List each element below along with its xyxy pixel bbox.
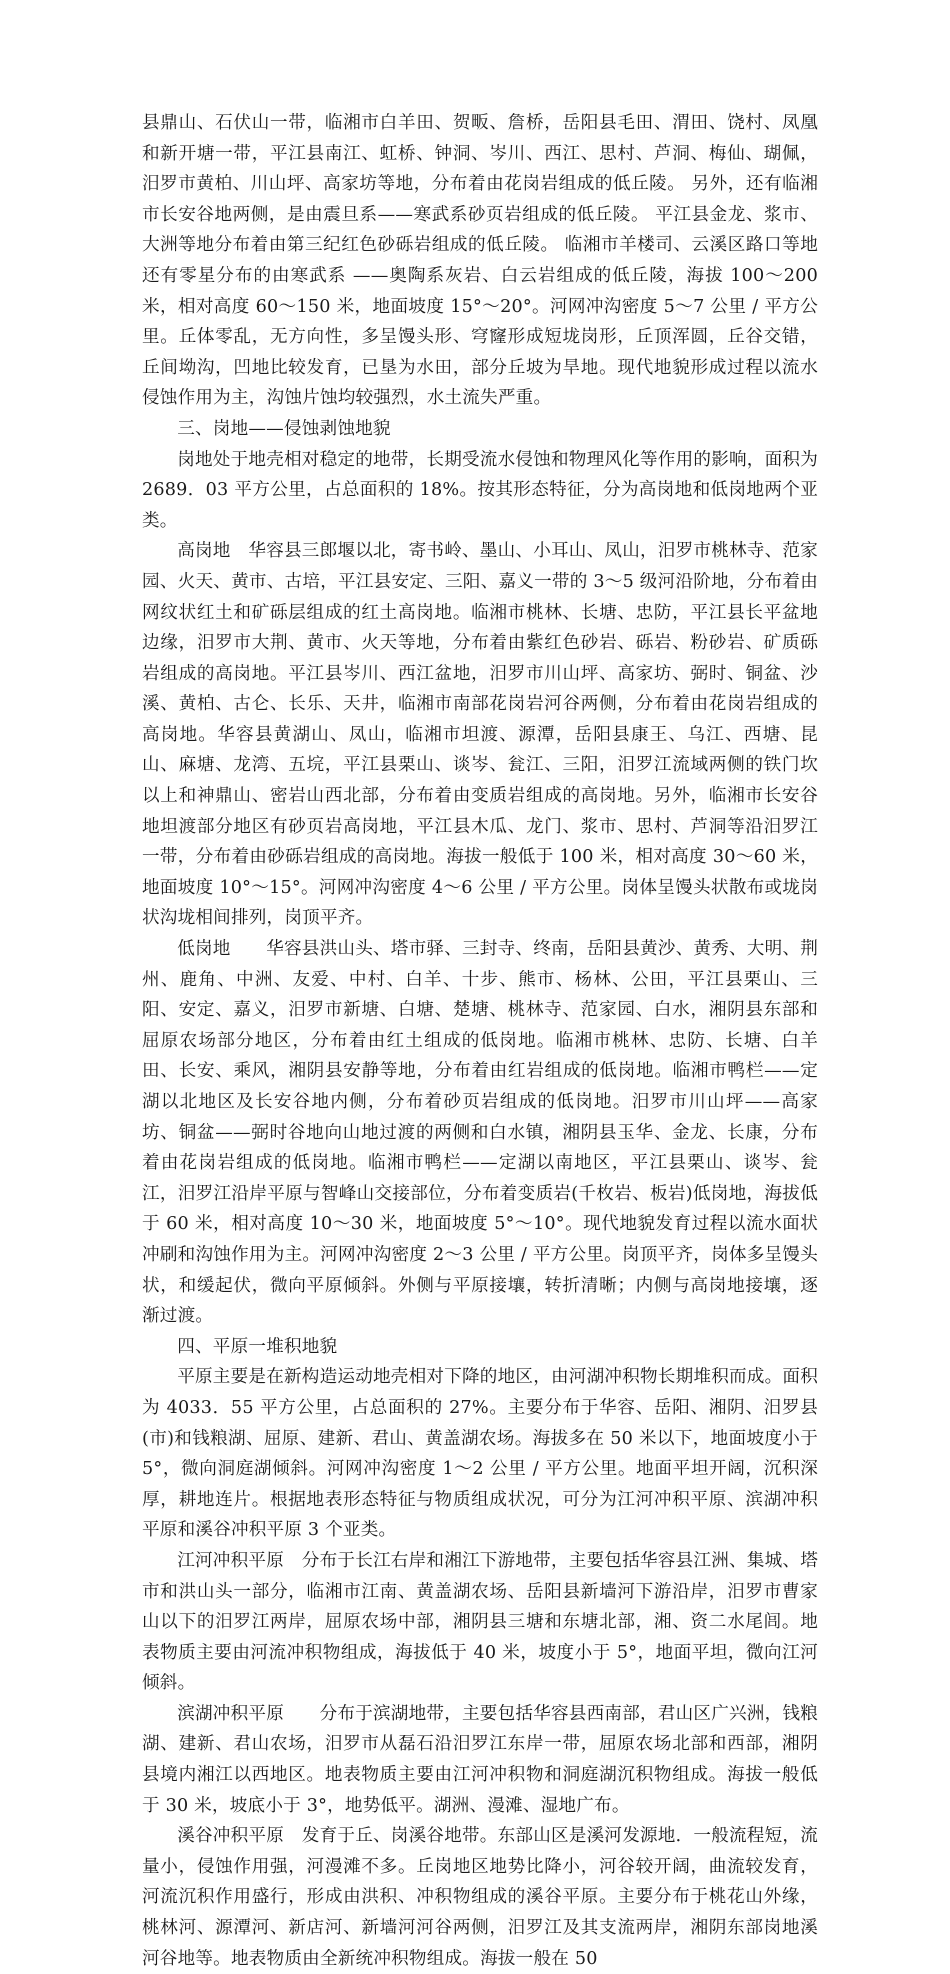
paragraph-river-plain: 江河冲积平原 分布于长江右岸和湘江下游地带，主要包括华容县江洲、集城、塔市和洪山头一部分，临湘市江南、黄盖湖农场、岳阳县新墙河下游沿岸，汨罗市曹家山以下的汨罗江两岸，屈原农场中部，湘阴县三塘和东塘北部，湘、资二水尾闾。地表物质主要由河流冲积物组成，海拔低于 40 米，坡度小于 5°，地面平坦，微向江河倾斜。 (142, 1550, 818, 1694)
paragraph-high-gangdi: 高岗地 华容县三郎堰以北，寄书岭、墨山、小耳山、凤山，汨罗市桃林寺、范家园、火天、黄市、古培，平江县安定、三阳、嘉义一带的 3～5 级河沿阶地，分布着由网纹状红土和矿砾层组成的红土高岗地。临湘市桃林、长塘、忠防，平江县长平盆地边缘，汨罗市大荆、黄市、火天等地，分布着由紫红色砂岩、砾岩、粉砂岩、矿质砾岩组成的高岗地。平江县岑川、西江盆地，汨罗市川山坪、高家坊、弼时、铜盆、沙溪、黄柏、古仑、长乐、天井，临湘市南部花岗岩河谷两侧，分布着由花岗岩组成的高岗地。华容县黄湖山、凤山，临湘市坦渡、源潭，岳阳县康王、乌江、西塘、昆山、麻塘、龙湾、五垸，平江县栗山、谈岑、瓮江、三阳，汨罗江流域两侧的铁门坎以上和神鼎山、密岩山西北部，分布着由变质岩组成的高岗地。另外，临湘市长安谷地坦渡部分地区有砂页岩高岗地，平江县木瓜、龙门、浆市、思村、芦洞等沿汨罗江一带，分布着由砂砾岩组成的高岗地。海拔一般低于 100 米，相对高度 30～60 米，地面坡度 10°～15°。河网冲沟密度 4～6 公里 / 平方公里。岗体呈馒头状散布或垅岗状沟垅相间排列，岗顶平齐。 (142, 541, 818, 929)
paragraph-low-gangdi: 低岗地 华容县洪山头、塔市驿、三封寺、终南，岳阳县黄沙、黄秀、大明、荆州、鹿角、中洲、友爱、中村、白羊、十步、熊市、杨林、公田，平江县栗山、三阳、安定、嘉义，汨罗市新塘、白塘、楚塘、桃林寺、范家园、白水，湘阴县东部和屈原农场部分地区，分布着由红土组成的低岗地。临湘市桃林、忠防、长塘、白羊田、长安、乘风，湘阴县安静等地，分布着由红岩组成的低岗地。临湘市鸭栏——定湖以北地区及长安谷地内侧，分布着砂页岩组成的低岗地。汨罗市川山坪——高家坊、铜盆——弼时谷地向山地过渡的两侧和白水镇，湘阴县玉华、金龙、长康，分布着由花岗岩组成的低岗地。临湘市鸭栏——定湖以南地区，平江县栗山、谈岑、瓮江，汨罗江沿岸平原与智峰山交接部位，分布着变质岩(千枚岩、板岩)低岗地，海拔低于 60 米，相对高度 10～30 米，地面坡度 5°～10°。现代地貌发育过程以流水面状冲刷和沟蚀作用为主。河网冲沟密度 2～3 公里 / 平方公里。岗顶平齐，岗体多呈馒头状，和缓起伏，微向平原倾斜。外侧与平原接壤，转折清晰；内侧与高岗地接壤，逐渐过渡。 (142, 939, 818, 1327)
paragraph-lakeside-plain: 滨湖冲积平原 分布于滨湖地带，主要包括华容县西南部，君山区广兴洲，钱粮湖、建新、君山农场，汨罗市从磊石沿汨罗江东岸一带，屈原农场北部和西部，湘阴县境内湘江以西地区。地表物质主要由江河冲积物和洞庭湖沉积物组成。海拔一般低于 30 米，坡底小于 3°，地势低平。湖洲、漫滩、湿地广布。 (142, 1703, 818, 1816)
section-heading-plain: 四、平原一堆积地貌 (177, 1336, 338, 1357)
document-body (142, 108, 818, 1974)
section-heading-gangdi: 三、岗地——侵蚀剥蚀地貌 (177, 418, 391, 439)
paragraph-gangdi-intro: 岗地处于地壳相对稳定的地带，长期受流水侵蚀和物理风化等作用的影响，面积为 2689．03 平方公里，占总面积的 18%。按其形态特征，分为高岗地和低岗地两个亚类。 (142, 449, 818, 531)
paragraph-valley-plain: 溪谷冲积平原 发育于丘、岗溪谷地带。东部山区是溪河发源地．一般流程短，流量小，侵蚀作用强，河漫滩不多。丘岗地区地势比降小，河谷较开阔，曲流较发育，河流沉积作用盛行，形成由洪积、冲积物组成的溪谷平原。主要分布于桃花山外缘，桃林河、源潭河、新店河、新墙河河谷两侧，汨罗江及其支流两岸，湘阴东部岗地溪河谷地等。地表物质由全新统冲积物组成。海拔一般在 50 (142, 1826, 818, 1969)
paragraph-hills-continued: 县鼎山、石伏山一带，临湘市白羊田、贺畈、詹桥，岳阳县毛田、渭田、饶村、凤凰和新开塘一带，平江县南江、虹桥、钟洞、岑川、西江、思村、芦洞、梅仙、瑚佩，汨罗市黄柏、川山坪、高家坊等地，分布着由花岗岩组成的低丘陵。 另外，还有临湘市长安谷地两侧，是由震旦系——寒武系砂页岩组成的低丘陵。 平江县金龙、浆市、大洲等地分布着由第三纪红色砂砾岩组成的低丘陵。 临湘市羊楼司、云溪区路口等地还有零星分布的由寒武系 ——奥陶系灰岩、白云岩组成的低丘陵，海拔 100～200 米，相对高度 60～150 米，地面坡度 15°～20°。河网冲沟密度 5～7 公里 / 平方公里。丘体零乱，无方向性，多呈馒头形、穹窿形成短垅岗形，丘顶浑圆，丘谷交错，丘间坳沟，凹地比较发育，已垦为水田，部分丘坡为旱地。现代地貌形成过程以流水侵蚀作用为主，沟蚀片蚀均较强烈，水土流失严重。 (142, 113, 818, 409)
paragraph-plain-intro: 平原主要是在新构造运动地壳相对下降的地区，由河湖冲积物长期堆积而成。面积为 4033．55 平方公里，占总面积的 27%。主要分布于华容、岳阳、湘阴、汨罗县(市)和钱粮湖、屈原、建新、君山、黄盖湖农场。海拔多在 50 米以下，地面坡度小于 5°，微向洞庭湖倾斜。河网冲沟密度 1～2 公里 / 平方公里。地面平坦开阔，沉积深厚，耕地连片。根据地表形态特征与物质组成状况，可分为江河冲积平原、滨湖冲积平原和溪谷冲积平原 3 个亚类。 (142, 1367, 818, 1541)
